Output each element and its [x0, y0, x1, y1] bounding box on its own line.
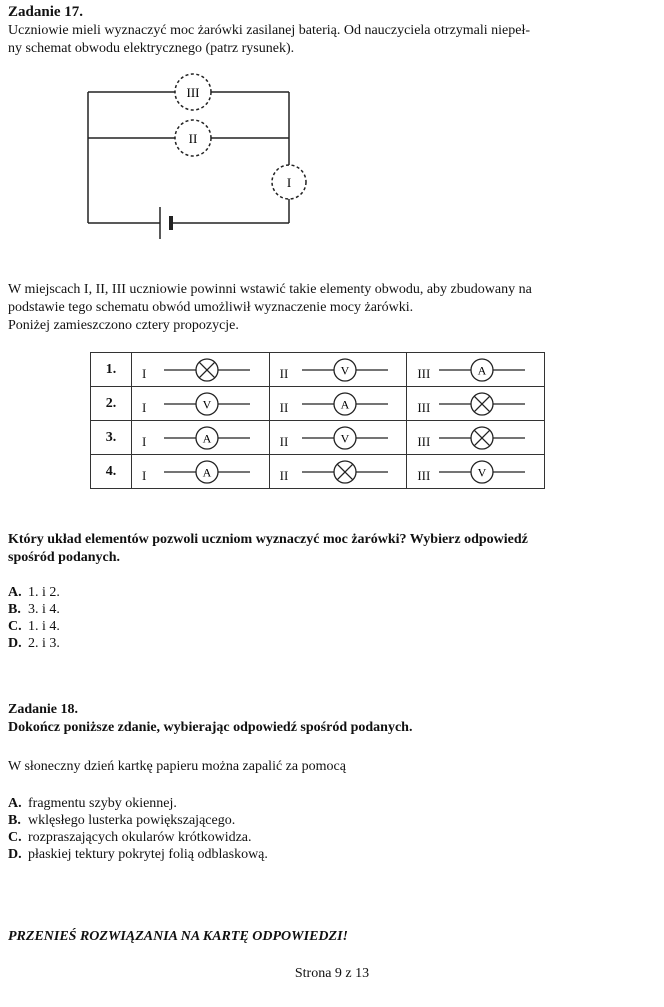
place-label: I	[142, 366, 147, 381]
slot-I-label: I	[286, 175, 292, 190]
task-18-instruction: Dokończ poniższe zdanie, wybierając odpowiedź spośród podanych.	[8, 720, 413, 735]
slot-II-label: II	[188, 131, 198, 146]
place-label: III	[417, 400, 431, 415]
task-17-options	[8, 584, 60, 652]
page-number: Strona 9 z 13	[294, 966, 370, 981]
svg-text:A: A	[477, 363, 487, 378]
task-18-stem: W słoneczny dzień kartkę papieru można zapalić za pomocą	[8, 759, 346, 774]
option-D[interactable]: D. 2. i 3.	[8, 636, 60, 651]
voltmeter-icon	[300, 425, 392, 451]
svg-text:V: V	[340, 363, 349, 378]
option-B[interactable]: B. 3. i 4.	[8, 602, 60, 617]
option-A[interactable]: A. fragmentu szyby okiennej.	[8, 796, 177, 811]
task-17-intro-line-1: Uczniowie mieli wyznaczyć moc żarówki zasilanej baterią. Od nauczyciela otrzymali niepeł-	[8, 23, 531, 38]
option-D[interactable]: D. płaskiej tektury pokrytej folią odblaskową.	[8, 847, 268, 862]
proposal-row	[91, 455, 545, 489]
proposal-cell	[269, 421, 407, 455]
task-17-desc-line-2: podstawie tego schematu obwód umożliwił wyznaczenie mocy żarówki.	[8, 300, 414, 315]
task-17-question-line-1: Który układ elementów pozwoli uczniom wyznaczyć moc żarówki? Wybierz odpowiedź	[8, 532, 528, 547]
voltmeter-icon	[300, 357, 392, 383]
task-17-desc-line-1: W miejscach I, II, III uczniowie powinni wstawić takie elementy obwodu, aby zbudowany na	[8, 282, 532, 297]
voltmeter-icon	[162, 391, 254, 417]
bulb-icon	[300, 459, 392, 485]
task-18-options	[8, 795, 268, 863]
svg-text:V: V	[202, 397, 212, 412]
place-label: I	[142, 434, 147, 449]
bulb-icon	[437, 425, 529, 451]
proposals-table	[90, 352, 545, 489]
place-label: III	[417, 366, 431, 381]
bulb-icon	[162, 357, 254, 383]
task-17-desc-line-3: Poniżej zamieszczono cztery propozycje.	[8, 318, 239, 333]
voltmeter-icon	[437, 459, 529, 485]
proposal-cell	[132, 421, 270, 455]
place-label: II	[279, 400, 289, 415]
proposal-row	[91, 387, 545, 421]
ammeter-icon	[437, 357, 529, 383]
proposal-number: 1.	[91, 353, 132, 387]
svg-text:V: V	[477, 465, 487, 480]
ammeter-icon	[162, 459, 254, 485]
proposal-number: 3.	[91, 421, 132, 455]
option-B[interactable]: B. wklęsłego lusterka powiększającego.	[8, 813, 236, 828]
proposal-row	[91, 353, 545, 387]
place-label: III	[417, 468, 431, 483]
option-C[interactable]: C. rozpraszających okularów krótkowidza.	[8, 830, 252, 845]
place-label: II	[279, 434, 289, 449]
option-A[interactable]: A. 1. i 2.	[8, 585, 60, 600]
svg-text:A: A	[202, 431, 212, 446]
proposal-cell	[407, 387, 545, 421]
circuit-diagram	[80, 70, 320, 250]
ammeter-icon	[300, 391, 392, 417]
svg-text:V: V	[340, 431, 349, 446]
proposal-cell	[132, 353, 270, 387]
place-label: I	[142, 400, 147, 415]
task-17-question-line-2: spośród podanych.	[8, 550, 121, 565]
bulb-icon	[437, 391, 529, 417]
proposal-number: 4.	[91, 455, 132, 489]
svg-text:A: A	[340, 397, 349, 412]
option-C[interactable]: C. 1. i 4.	[8, 619, 60, 634]
proposal-cell	[407, 353, 545, 387]
proposal-cell	[132, 387, 270, 421]
task-18-title: Zadanie 18.	[8, 702, 79, 717]
task-17-title: Zadanie 17.	[8, 4, 84, 20]
place-label: III	[417, 434, 431, 449]
place-label: II	[279, 468, 289, 483]
proposal-cell	[407, 421, 545, 455]
place-label: I	[142, 468, 147, 483]
proposal-cell	[269, 387, 407, 421]
svg-text:A: A	[202, 465, 212, 480]
proposal-cell	[407, 455, 545, 489]
place-label: II	[279, 366, 289, 381]
task-17-intro-line-2: ny schemat obwodu elektrycznego (patrz rysunek).	[8, 41, 295, 56]
ammeter-icon	[162, 425, 254, 451]
proposal-number: 2.	[91, 387, 132, 421]
slot-III-label: III	[186, 85, 200, 100]
proposal-cell	[132, 455, 270, 489]
transfer-note: PRZENIEŚ ROZWIĄZANIA NA KARTĘ ODPOWIEDZI!	[8, 929, 348, 944]
proposal-cell	[269, 353, 407, 387]
proposal-row	[91, 421, 545, 455]
proposal-cell	[269, 455, 407, 489]
